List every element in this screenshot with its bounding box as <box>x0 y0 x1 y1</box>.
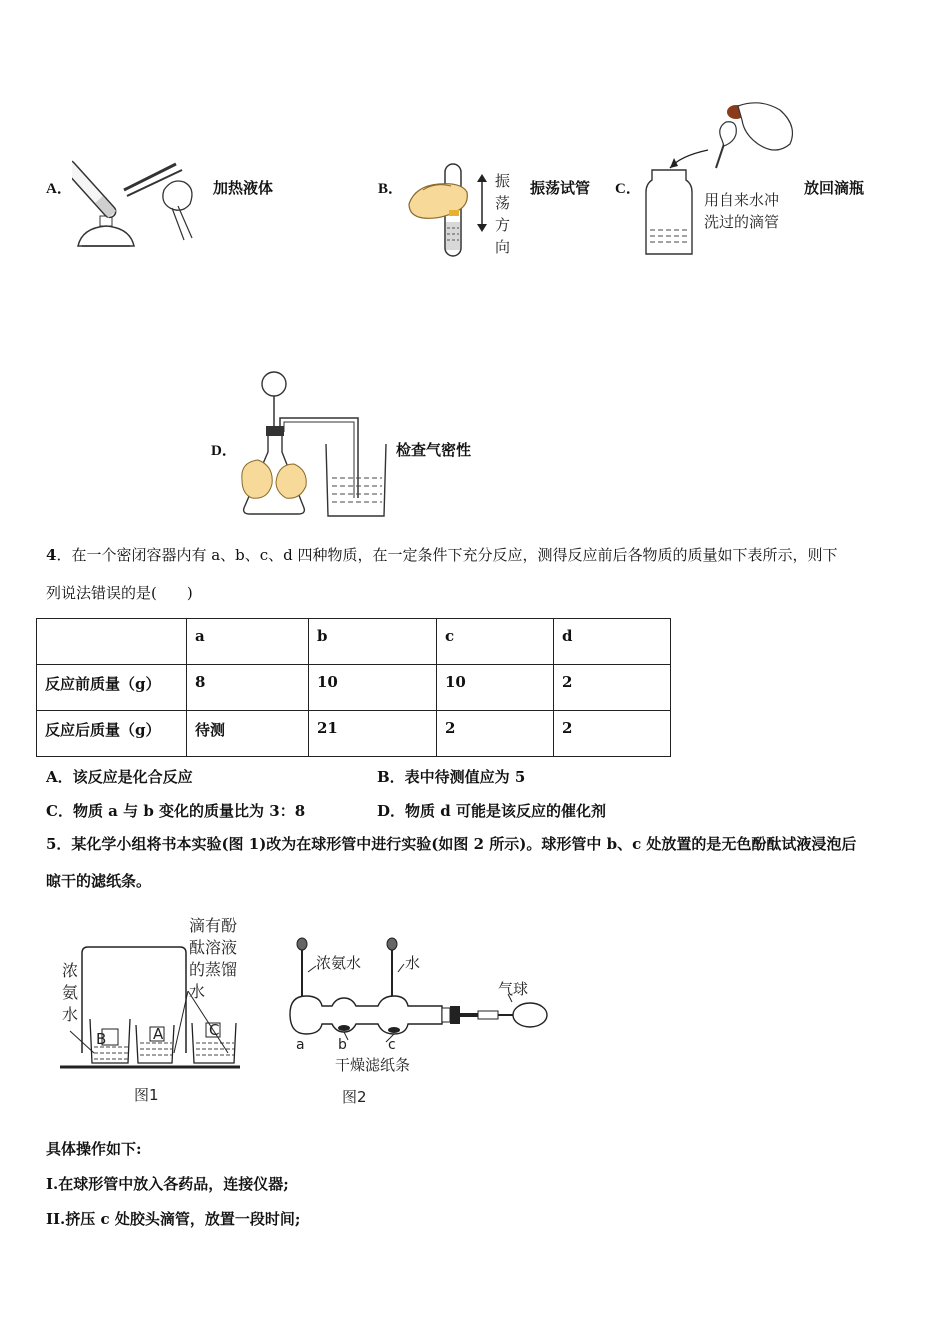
table-cell: 21 <box>309 711 437 757</box>
q4-option-d: D．物质 d 可能是该反应的催化剂 <box>377 802 606 820</box>
step-2: II.挤压 c 处胶头滴管，放置一段时间; <box>46 1210 301 1228</box>
beaker-c-label: C <box>209 1021 220 1039</box>
table-row <box>37 665 671 711</box>
table-cell: c <box>437 619 554 665</box>
fig2-balloon-label: 气球 <box>498 980 529 998</box>
table-cell: 反应后质量（g） <box>37 711 187 757</box>
option-b-letter: B． <box>378 181 404 197</box>
table-cell: 2 <box>554 665 671 711</box>
q5-stem-line1: 5．某化学小组将书本实验(图 1)改为在球形管中进行实验(如图 2 所示)。球形管中 b、c 处放置的是无色酚酞试液浸泡后 <box>46 835 857 853</box>
option-d-letter: D． <box>211 443 237 459</box>
double-arrow-icon <box>474 172 490 234</box>
q4-option-c: C．物质 a 与 b 变化的质量比为 3：8 <box>46 802 306 820</box>
q5-stem-line2: 晾干的滤纸条。 <box>46 872 152 890</box>
rinsed-dropper-label: 用自来水冲 洗过的滴管 <box>704 191 780 231</box>
table-cell: 2 <box>437 711 554 757</box>
shaking-test-tube-figure <box>405 160 485 260</box>
figure-2-caption: 图2 <box>342 1088 367 1106</box>
table-cell: 反应前质量（g） <box>37 665 187 711</box>
phenolphthalein-water-label: 滴有酚 酞溶液 的蒸馏 水 <box>189 916 238 1001</box>
table-cell: 10 <box>309 665 437 711</box>
option-a-caption: 加热液体 <box>213 179 274 197</box>
table-header-row <box>37 619 671 665</box>
table-cell <box>37 619 187 665</box>
option-c-letter: C． <box>615 181 641 197</box>
q4-stem-line1: 4．在一个密闭容器内有 a、b、c、d 四种物质，在一定条件下充分反应，测得反应前后各物质的质量如下表所示，则下 <box>46 546 838 564</box>
fig2-a-label: a <box>296 1037 305 1053</box>
table-cell: 2 <box>554 711 671 757</box>
mass-table <box>36 618 671 757</box>
concentrated-ammonia-label: 浓 氨 水 <box>62 961 79 1024</box>
q4-option-b: B．表中待测值应为 5 <box>377 768 526 786</box>
option-b-caption: 振荡试管 <box>530 179 591 197</box>
steps-title: 具体操作如下: <box>46 1140 142 1158</box>
q4-stem-line2: 列说法错误的是( ) <box>46 584 193 602</box>
airtightness-check-figure <box>238 370 388 520</box>
table-cell: d <box>554 619 671 665</box>
table-cell: 8 <box>187 665 309 711</box>
table-row <box>37 711 671 757</box>
table-cell: b <box>309 619 437 665</box>
fig2-b-label: b <box>338 1037 347 1053</box>
fig2-filter-strip-label: 干燥滤纸条 <box>335 1056 411 1074</box>
q4-option-a: A．该反应是化合反应 <box>46 768 193 786</box>
table-cell: a <box>187 619 309 665</box>
step-1: I.在球形管中放入各药品，连接仪器; <box>46 1175 289 1193</box>
option-c-caption: 放回滴瓶 <box>804 179 865 197</box>
heating-liquid-figure <box>72 148 204 260</box>
fig2-water-label: 水 <box>405 954 421 972</box>
dropper-bottle-figure <box>640 100 800 262</box>
table-cell: 10 <box>437 665 554 711</box>
shake-direction-label: 振 荡 方 向 <box>495 172 511 256</box>
figure-1-caption: 图1 <box>134 1086 159 1104</box>
option-d-caption: 检查气密性 <box>396 441 472 459</box>
table-cell: 待测 <box>187 711 309 757</box>
option-a-letter: A． <box>46 181 72 197</box>
beaker-b-label: B <box>96 1030 107 1048</box>
beaker-a-label: A <box>153 1025 164 1043</box>
fig2-c-label: c <box>388 1037 396 1053</box>
fig2-ammonia-label: 浓氨水 <box>316 954 362 972</box>
